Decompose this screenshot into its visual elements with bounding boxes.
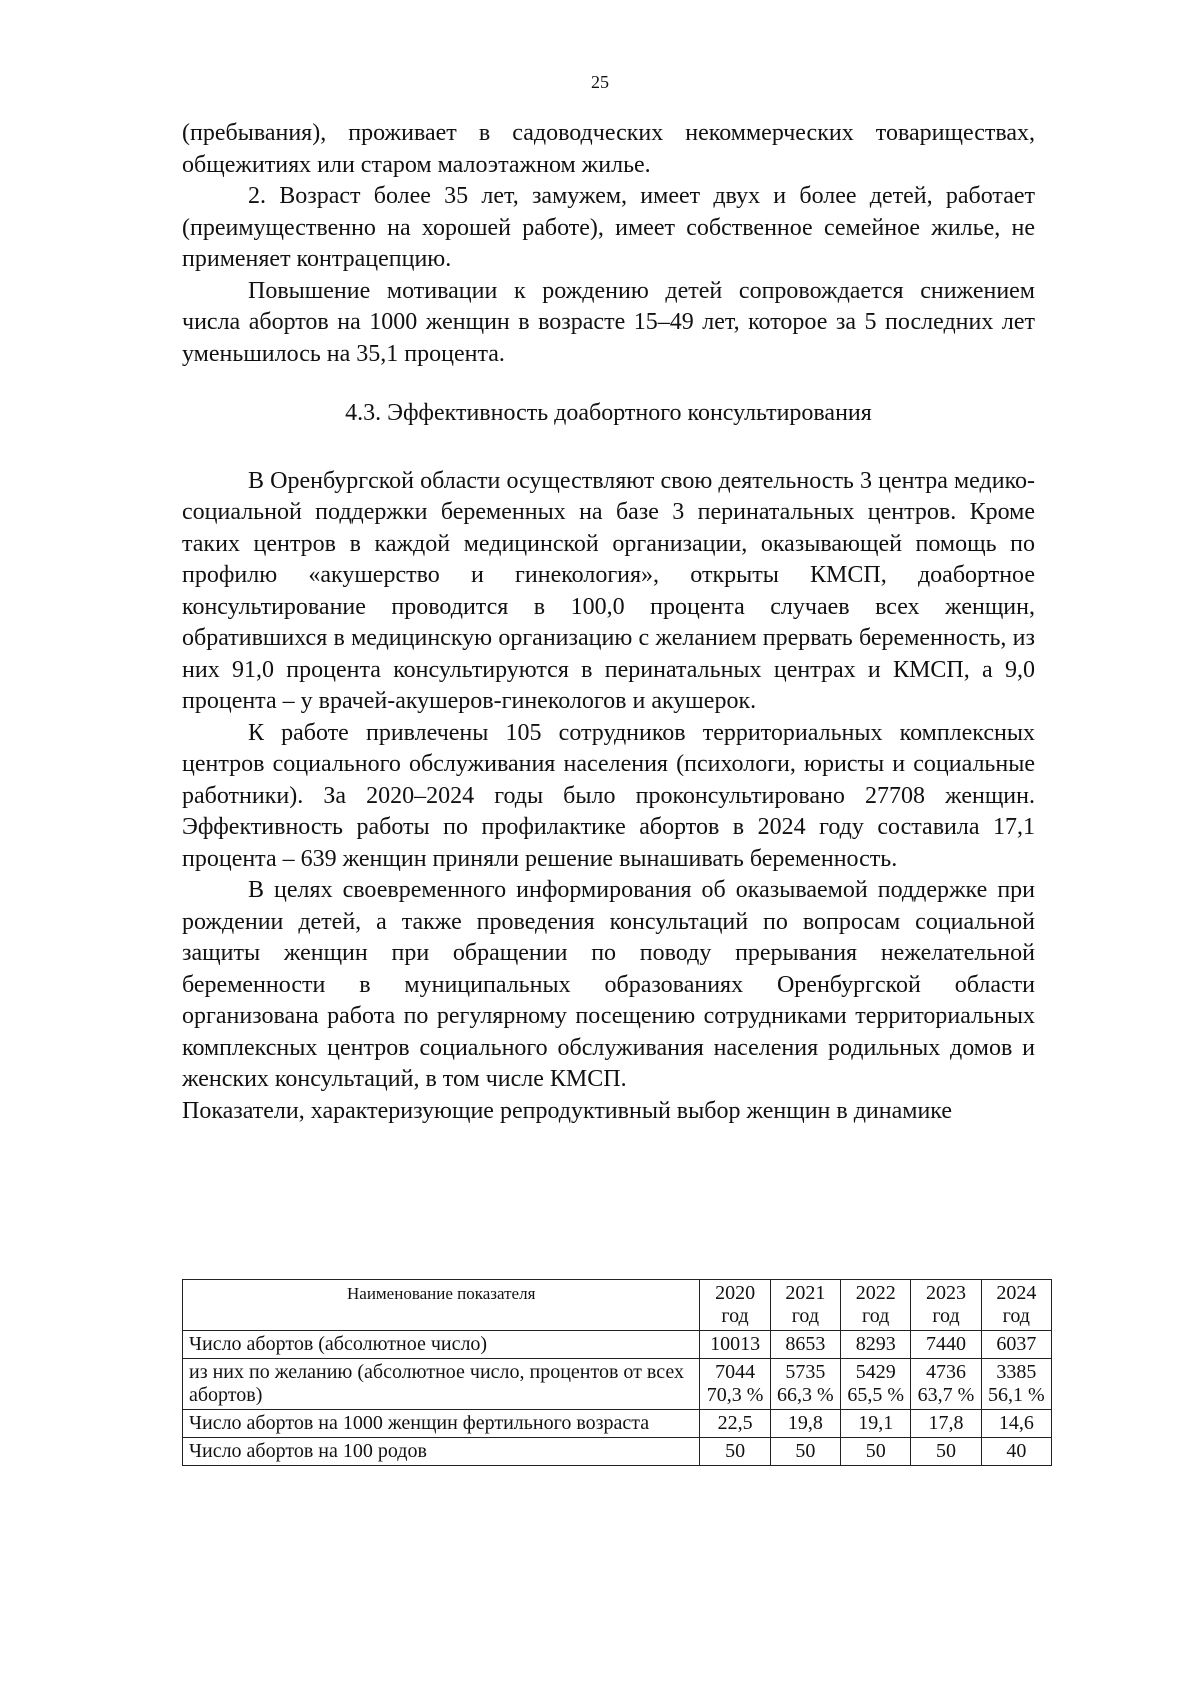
cell-value: 19,1 (841, 1410, 911, 1438)
page-number: 25 (591, 72, 609, 92)
cell-value (700, 1359, 770, 1410)
paragraph: (пребывания), проживает в садоводческих некоммерческих товариществах, общежитиях или старом малоэтажном жилье. (182, 120, 1035, 178)
table-caption: Показатели, характеризующие репродуктивный выбор женщин в динамике (182, 1097, 953, 1124)
section-heading: 4.3. Эффективность доабортного консультирования (345, 400, 872, 426)
cell-value: 50 (911, 1438, 981, 1466)
paragraph: Повышение мотивации к рождению детей сопровождается снижением числа абортов на 1000 женщин в возрасте 15–49 лет, которое за 5 последних лет уменьшилось на 35,1 процента. (182, 277, 1035, 367)
table-row (183, 1359, 1052, 1410)
cell-count: 4736 (926, 1361, 966, 1383)
table-row (183, 1410, 1052, 1438)
document-body (182, 118, 1035, 1127)
cell-percent: 66,3 % (777, 1384, 834, 1406)
table-header-row (183, 1280, 1052, 1331)
cell-value: 40 (981, 1438, 1051, 1466)
cell-value (981, 1359, 1051, 1410)
column-header-name: Наименование показателя (183, 1280, 700, 1331)
cell-value (770, 1359, 840, 1410)
cell-percent: 65,5 % (847, 1384, 905, 1406)
cell-value: 50 (770, 1438, 840, 1466)
cell-count: 5429 (855, 1361, 896, 1383)
row-label: Число абортов на 1000 женщин фертильного возраста (183, 1410, 700, 1438)
cell-value: 6037 (981, 1331, 1051, 1359)
cell-value (911, 1359, 981, 1410)
paragraph: В целях своевременного информирования об оказываемой поддержке при рождении детей, а также проведения консультаций по вопросам социальной защиты женщин при обращении по поводу прерывания нежелательной беременности в муниципальных образованиях Оренбургской области организована работа по регулярному посещению сотрудниками территориальных комплексных центров социального обслуживания населения родильных домов и женских консультаций, в том числе КМСП. (182, 877, 1035, 1092)
cell-value: 17,8 (911, 1410, 981, 1438)
column-header-year: 2024 год (981, 1280, 1051, 1331)
indicators-table (182, 1279, 1052, 1466)
cell-percent: 63,7 % (917, 1384, 975, 1406)
cell-value: 10013 (700, 1331, 770, 1359)
cell-value: 50 (700, 1438, 770, 1466)
cell-value: 8653 (770, 1331, 840, 1359)
cell-count: 5735 (785, 1361, 826, 1383)
cell-value: 22,5 (700, 1410, 770, 1438)
column-header-year: 2022 год (841, 1280, 911, 1331)
row-label: Число абортов на 100 родов (183, 1438, 700, 1466)
cell-value: 7440 (911, 1331, 981, 1359)
cell-value: 19,8 (770, 1410, 840, 1438)
row-label: Число абортов (абсолютное число) (183, 1331, 700, 1359)
cell-percent: 56,1 % (987, 1384, 1045, 1406)
column-header-year: 2021 год (770, 1280, 840, 1331)
row-label: из них по желанию (абсолютное число, процентов от всех абортов) (183, 1359, 700, 1410)
cell-count: 3385 (996, 1361, 1037, 1383)
cell-value (841, 1359, 911, 1410)
column-header-year: 2020 год (700, 1280, 770, 1331)
paragraph: 2. Возраст более 35 лет, замужем, имеет двух и более детей, работает (преимущественно на хорошей работе), имеет собственное семейное жилье, не применяет контрацепцию. (182, 183, 1035, 272)
cell-value: 50 (841, 1438, 911, 1466)
cell-count: 7044 (715, 1361, 756, 1383)
paragraph: В Оренбургской области осуществляют свою деятельность 3 центра медико-социальной поддержки беременных на базе 3 перинатальных центров. Кроме таких центров в каждой медицинской организации, оказывающей помощь по профилю «акушерство и гинекология», открыты КМСП, доабортное консультирование проводится в 100,0 процента случаев всех женщин, обратившихся в медицинскую организацию с желанием прервать беременность, из них 91,0 процента консультируются в перинатальных центрах и КМСП, а 9,0 процента – у врачей-акушеров-гинекологов и акушерок. (182, 467, 1035, 714)
table-row (183, 1438, 1052, 1466)
cell-value: 14,6 (981, 1410, 1051, 1438)
cell-percent: 70,3 % (706, 1384, 764, 1406)
cell-value: 8293 (841, 1331, 911, 1359)
paragraph: К работе привлечены 105 сотрудников территориальных комплексных центров социального обслуживания населения (психологи, юристы и социальные работники). За 2020–2024 годы было проконсультировано 27708 женщин. Эффективность работы по профилактике абортов в 2024 году составила 17,1 процента – 639 женщин приняли решение вынашивать беременность. (182, 719, 1035, 872)
table-row (183, 1331, 1052, 1359)
column-header-year: 2023 год (911, 1280, 981, 1331)
